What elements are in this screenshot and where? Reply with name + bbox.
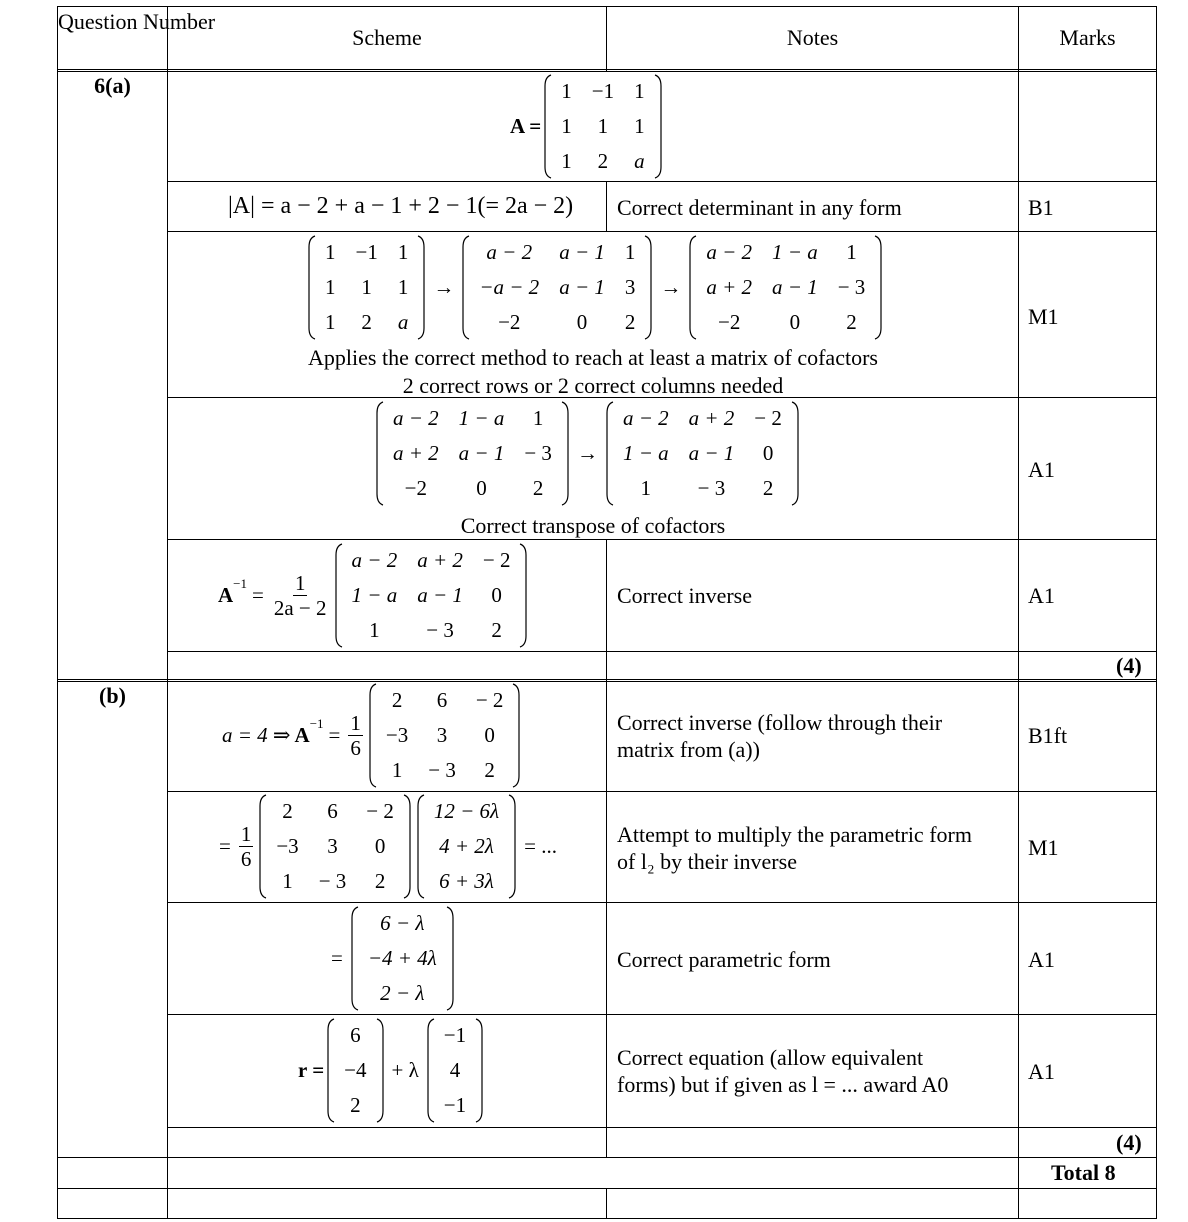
matrix-cell: 0	[476, 475, 487, 500]
matrix-cell: − 3	[428, 757, 456, 782]
direction-vector	[426, 1018, 484, 1123]
transpose-mark: A1	[1028, 457, 1055, 482]
matrix-cell: 2	[374, 868, 386, 893]
multiply-tail: = ...	[524, 833, 557, 858]
matrix-cell: 1	[532, 405, 544, 430]
transpose-caption: Correct transpose of cofactors	[460, 513, 726, 538]
matrix-cell: 2	[491, 617, 502, 642]
point-vector	[326, 1018, 384, 1123]
inverse-note: Correct inverse	[617, 583, 752, 608]
matrix-cell: 1	[561, 113, 572, 138]
matrix-cell: 6 − λ	[380, 910, 425, 935]
matrix-cell: 2	[282, 798, 293, 823]
matrix-cell: a − 2	[486, 239, 533, 264]
matrix-cell: a − 1	[458, 440, 505, 465]
matrix-cell: − 2	[482, 547, 511, 572]
matrix-cell: 1	[634, 113, 645, 138]
equals: =	[219, 833, 231, 858]
inverse-mark: A1	[1028, 583, 1055, 608]
matrix-cell: − 2	[475, 687, 504, 712]
inverse-b-fraction: $\frac{1}{6}$	[350, 710, 361, 760]
inverse-fraction: $\frac{1}{2a - 2}$	[273, 570, 327, 620]
matrix-cell: 0	[491, 582, 502, 607]
transpose-matrix-2	[605, 401, 800, 506]
right-paren	[560, 401, 570, 506]
matrix-cell: 4 + 2λ	[439, 833, 494, 858]
matrix-cell: a + 2	[393, 440, 439, 465]
header-scheme: Scheme	[352, 25, 422, 50]
matrix-cell: 1	[391, 757, 403, 782]
subtotal-b: (4)	[1116, 1130, 1142, 1155]
matrix-cell: 0	[374, 833, 386, 858]
multiply-vector	[416, 794, 517, 899]
matrix-cell: 2	[391, 687, 403, 712]
matrix-cell: a − 2	[706, 239, 753, 264]
left-paren	[426, 1018, 436, 1123]
right-paren	[474, 1018, 484, 1123]
left-paren	[416, 794, 426, 899]
cofactor-matrix-3	[688, 235, 883, 340]
equals: =	[252, 582, 264, 607]
matrix-cell: 6	[350, 1022, 361, 1047]
equation-lhs: r =	[298, 1057, 325, 1082]
matrix-cell: −4	[344, 1057, 367, 1082]
multiply-mark: M1	[1028, 835, 1059, 860]
matrix-cell: 1	[624, 239, 636, 264]
question-label-b: (b)	[99, 683, 126, 708]
matrix-cell: − 2	[754, 405, 782, 430]
matrix-cell: 1	[369, 617, 380, 642]
matrix-cell: a − 1	[559, 274, 605, 299]
matrix-cell: 2	[597, 148, 609, 173]
matrix-cell: −2	[404, 475, 427, 500]
multiply-matrix	[258, 794, 412, 899]
matrix-cell: 3	[436, 722, 448, 747]
matrix-cell: 1	[325, 239, 336, 264]
inverse-b-mark: B1ft	[1028, 723, 1068, 748]
transpose-working	[373, 400, 802, 506]
right-paren	[873, 235, 883, 340]
matrix-cell: 1 − a	[458, 405, 505, 430]
inverse-b-matrix	[368, 683, 522, 788]
inverse-b-note-1: Correct inverse (follow through their	[617, 710, 943, 735]
cofactor-matrix-1	[307, 235, 426, 340]
matrix-a-lhs: A =	[510, 113, 542, 138]
cofactor-caption-1: Applies the correct method to reach at least a matrix of cofactors	[308, 345, 878, 370]
matrix-cell: 1	[325, 274, 336, 299]
left-paren	[307, 235, 317, 340]
parametric-expression	[326, 905, 457, 1011]
equation-plus: + λ	[391, 1057, 419, 1082]
inverse-b-lhs: A	[294, 722, 310, 747]
matrix-cell: −1	[355, 239, 378, 264]
left-paren	[334, 543, 344, 648]
header-notes: Notes	[786, 25, 839, 50]
matrix-cell: 1	[561, 148, 572, 173]
inverse-b-sup: −1	[309, 716, 324, 731]
left-paren	[605, 401, 615, 506]
matrix-cell: a	[634, 148, 645, 173]
matrix-cell: 3	[624, 274, 636, 299]
inverse-b-note-2: matrix from (a))	[617, 737, 760, 762]
equation-note-1: Correct equation (allow equivalent	[617, 1045, 924, 1070]
cofactor-matrix-2	[461, 235, 653, 340]
header-question-number: Question Number	[58, 9, 216, 34]
matrix-cell: a − 2	[393, 405, 439, 430]
left-paren	[258, 794, 268, 899]
matrix-cell: − 2	[366, 798, 394, 823]
inverse-b-condition: a = 4 ⇒	[222, 722, 291, 747]
parametric-mark: A1	[1028, 947, 1055, 972]
determinant-expression: |A| = a − 2 + a − 1 + 2 − 1(= 2a − 2)	[228, 193, 574, 219]
inverse-lhs: A	[218, 582, 234, 607]
subtotal-a: (4)	[1116, 653, 1142, 678]
matrix-cell: 2	[624, 309, 636, 334]
left-paren	[461, 235, 471, 340]
matrix-cell: 0	[789, 309, 801, 334]
cofactor-mark: M1	[1028, 304, 1059, 329]
arrow: →	[576, 440, 598, 465]
matrix-cell: a − 2	[622, 405, 669, 430]
right-paren	[402, 794, 412, 899]
left-paren	[350, 906, 360, 1011]
matrix-cell: 0	[484, 722, 495, 747]
matrix-cell: 0	[576, 309, 588, 334]
transpose-matrix-1	[375, 401, 570, 506]
multiply-expression	[214, 793, 562, 899]
matrix-cell: 1	[282, 868, 293, 893]
matrix-cell: − 3	[697, 475, 726, 500]
matrix-cell: −2	[498, 309, 521, 334]
matrix-cell: −2	[718, 309, 741, 334]
matrix-cell: 2	[762, 475, 774, 500]
matrix-cell: 3	[327, 833, 338, 858]
inverse-expression	[218, 542, 530, 648]
matrix-cell: a − 2	[351, 547, 398, 572]
matrix-cell: 2	[846, 309, 857, 334]
right-paren	[653, 74, 663, 179]
left-paren	[326, 1018, 336, 1123]
matrix-cell: − 3	[426, 617, 454, 642]
matrix-cell: 6	[436, 687, 448, 712]
matrix-cell: 1 − a	[772, 239, 818, 264]
inverse-b-expression	[222, 682, 523, 788]
parametric-vector	[350, 906, 455, 1011]
matrix-cell: 2	[532, 475, 544, 500]
right-paren	[643, 235, 653, 340]
determinant-note: Correct determinant in any form	[617, 195, 902, 220]
matrix-cell: 2	[361, 309, 372, 334]
matrix-cell: 0	[762, 440, 774, 465]
left-paren	[368, 683, 378, 788]
matrix-cell: 4	[449, 1057, 461, 1082]
matrix-a-definition	[510, 73, 665, 179]
matrix-cell: 2	[350, 1092, 361, 1117]
matrix-cell: a + 2	[417, 547, 463, 572]
matrix-cell: a − 1	[772, 274, 818, 299]
matrix-cell: a + 2	[688, 405, 735, 430]
matrix-cell: −a − 2	[479, 274, 540, 299]
cofactor-caption-2: 2 correct rows or 2 correct columns needed	[402, 373, 784, 398]
matrix-cell: a − 1	[559, 239, 605, 264]
multiply-fraction: $\frac{1}{6}$	[240, 821, 252, 871]
matrix-cell: 1	[561, 78, 572, 103]
header-marks: Marks	[1059, 25, 1116, 50]
parametric-note: Correct parametric form	[617, 947, 831, 972]
matrix-cell: −3	[276, 833, 299, 858]
matrix-cell: −4 + 4λ	[367, 945, 437, 970]
matrix-cell: 1	[397, 274, 409, 299]
arrow: →	[660, 274, 682, 299]
matrix-cell: a − 1	[688, 440, 735, 465]
matrix-cell: 1	[361, 274, 372, 299]
left-paren	[543, 74, 553, 179]
matrix-cell: a	[397, 309, 409, 334]
determinant-mark: B1	[1028, 195, 1054, 220]
matrix-cell: −1	[591, 78, 615, 103]
right-paren	[790, 401, 800, 506]
matrix-cell: 6	[327, 798, 338, 823]
inverse-matrix	[334, 543, 529, 648]
matrix-cell: 1	[640, 475, 652, 500]
matrix-cell: 1	[597, 113, 609, 138]
matrix-cell: −1	[443, 1092, 467, 1117]
matrix-cell: 1	[634, 78, 645, 103]
cofactor-working	[305, 234, 885, 340]
equals: =	[328, 722, 341, 747]
equation-mark: A1	[1028, 1059, 1055, 1084]
matrix-cell: − 3	[318, 868, 347, 893]
right-paren	[511, 683, 521, 788]
arrow: →	[433, 274, 455, 299]
matrix-cell: 1 − a	[351, 582, 398, 607]
matrix-cell: 1 − a	[622, 440, 669, 465]
left-paren	[688, 235, 698, 340]
matrix-cell: −1	[443, 1022, 467, 1047]
matrix-cell: 2	[484, 757, 495, 782]
equals: =	[331, 945, 343, 970]
left-paren	[375, 401, 385, 506]
inverse-sup: −1	[233, 576, 248, 591]
matrix-cell: 2 − λ	[380, 980, 425, 1005]
right-paren	[507, 794, 517, 899]
right-paren	[375, 1018, 385, 1123]
matrix-cell: 1	[397, 239, 409, 264]
matrix-cell: a + 2	[706, 274, 753, 299]
equation-note-2: forms) but if given as l = ... award A0	[617, 1072, 949, 1097]
right-paren	[518, 543, 528, 648]
matrix-cell: 1	[325, 309, 336, 334]
matrix-a	[543, 74, 662, 179]
multiply-note-1: Attempt to multiply the parametric form	[617, 822, 972, 847]
right-paren	[416, 235, 426, 340]
total-marks: Total 8	[1051, 1160, 1116, 1185]
matrix-cell: 1	[846, 239, 857, 264]
matrix-cell: a − 1	[417, 582, 463, 607]
right-paren	[445, 906, 455, 1011]
matrix-cell: − 3	[524, 440, 552, 465]
multiply-note-2: of l₂ by their inverse	[617, 849, 797, 874]
matrix-cell: 12 − 6λ	[433, 798, 500, 823]
matrix-cell: − 3	[837, 274, 866, 299]
question-label-6a: 6(a)	[94, 73, 131, 98]
matrix-cell: −3	[385, 722, 409, 747]
line-equation	[298, 1017, 486, 1123]
matrix-cell: 6 + 3λ	[439, 868, 494, 893]
